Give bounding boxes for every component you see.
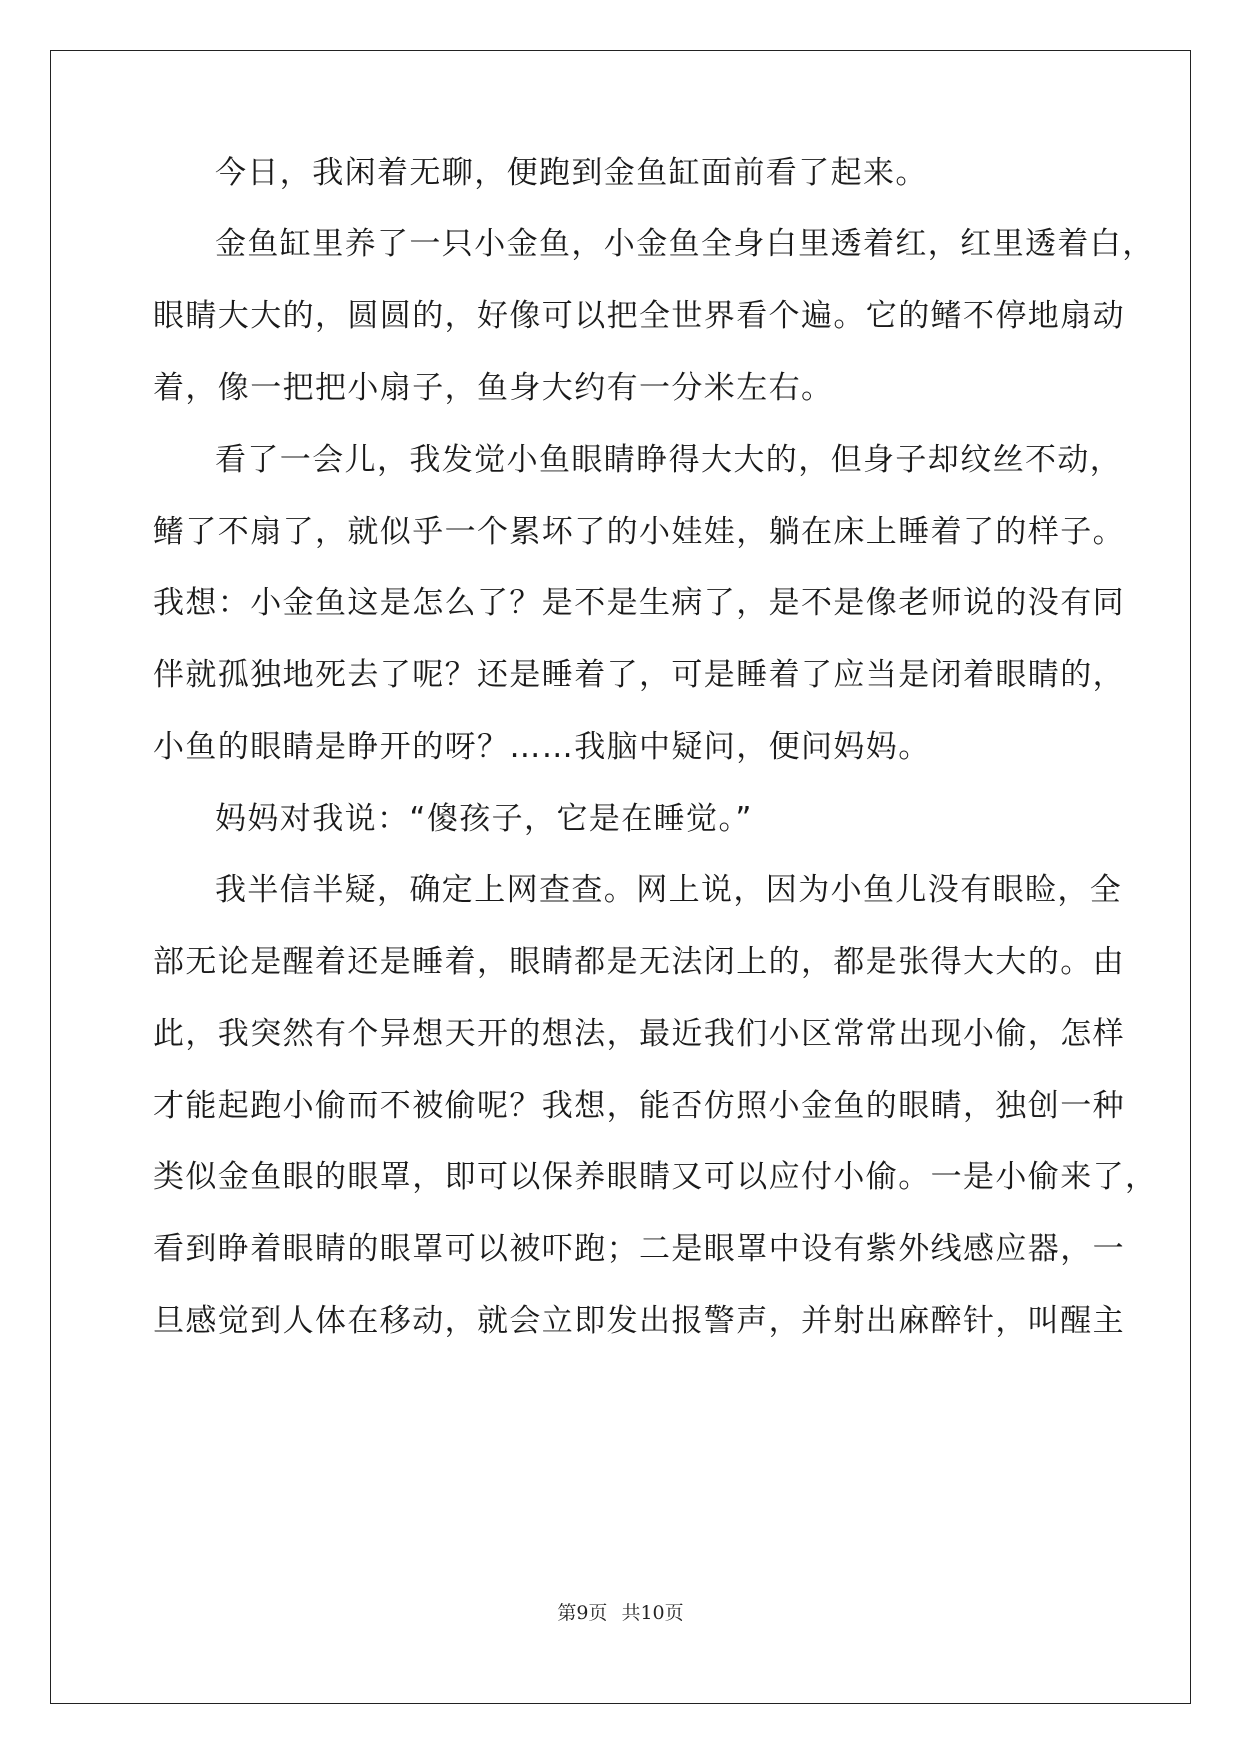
paragraph-line: 才能起跑小偷而不被偷呢？我想，能否仿照小金鱼的眼睛，独创一种 <box>153 1088 1125 1124</box>
paragraph-line: 着，像一把把小扇子，鱼身大约有一分米左右。 <box>153 370 834 406</box>
paragraph-line: 看到睁着眼睛的眼罩可以被吓跑；二是眼罩中设有紫外线感应器，一 <box>153 1231 1125 1267</box>
paragraph-line: 看了一会儿，我发觉小鱼眼睛睁得大大的，但身子却纹丝不动， <box>215 442 1123 478</box>
paragraph-line: 我半信半疑，确定上网查查。网上说，因为小鱼儿没有眼睑，全 <box>215 872 1123 908</box>
paragraph-line: 今日，我闲着无聊，便跑到金鱼缸面前看了起来。 <box>215 155 928 191</box>
page-footer <box>0 1598 1241 1625</box>
paragraph-line: 旦感觉到人体在移动，就会立即发出报警声，并射出麻醉针，叫醒主 <box>153 1303 1125 1339</box>
page-number: 第9页 <box>557 1602 608 1624</box>
page-total: 共10页 <box>621 1602 684 1624</box>
paragraph-line: 金鱼缸里养了一只小金鱼，小金鱼全身白里透着红，红里透着白， <box>215 226 1155 262</box>
paragraph-line: 小鱼的眼睛是睁开的呀？……我脑中疑问，便问妈妈。 <box>153 729 931 765</box>
paragraph-line: 鳍了不扇了，就似乎一个累坏了的小娃娃，躺在床上睡着了的样子。 <box>153 514 1125 550</box>
paragraph-line: 我想：小金鱼这是怎么了？是不是生病了，是不是像老师说的没有同 <box>153 585 1125 621</box>
paragraph-line: 伴就孤独地死去了呢？还是睡着了，可是睡着了应当是闭着眼睛的， <box>153 657 1125 693</box>
paragraph-line: 妈妈对我说：“傻孩子，它是在睡觉。” <box>215 801 753 837</box>
paragraph-line: 眼睛大大的，圆圆的，好像可以把全世界看个遍。它的鳍不停地扇动 <box>153 298 1125 334</box>
paragraph-line: 类似金鱼眼的眼罩，即可以保养眼睛又可以应付小偷。一是小偷来了， <box>153 1159 1158 1195</box>
paragraph-line: 部无论是醒着还是睡着，眼睛都是无法闭上的，都是张得大大的。由 <box>153 944 1125 980</box>
paragraph-line: 此，我突然有个异想天开的想法，最近我们小区常常出现小偷，怎样 <box>153 1016 1125 1052</box>
